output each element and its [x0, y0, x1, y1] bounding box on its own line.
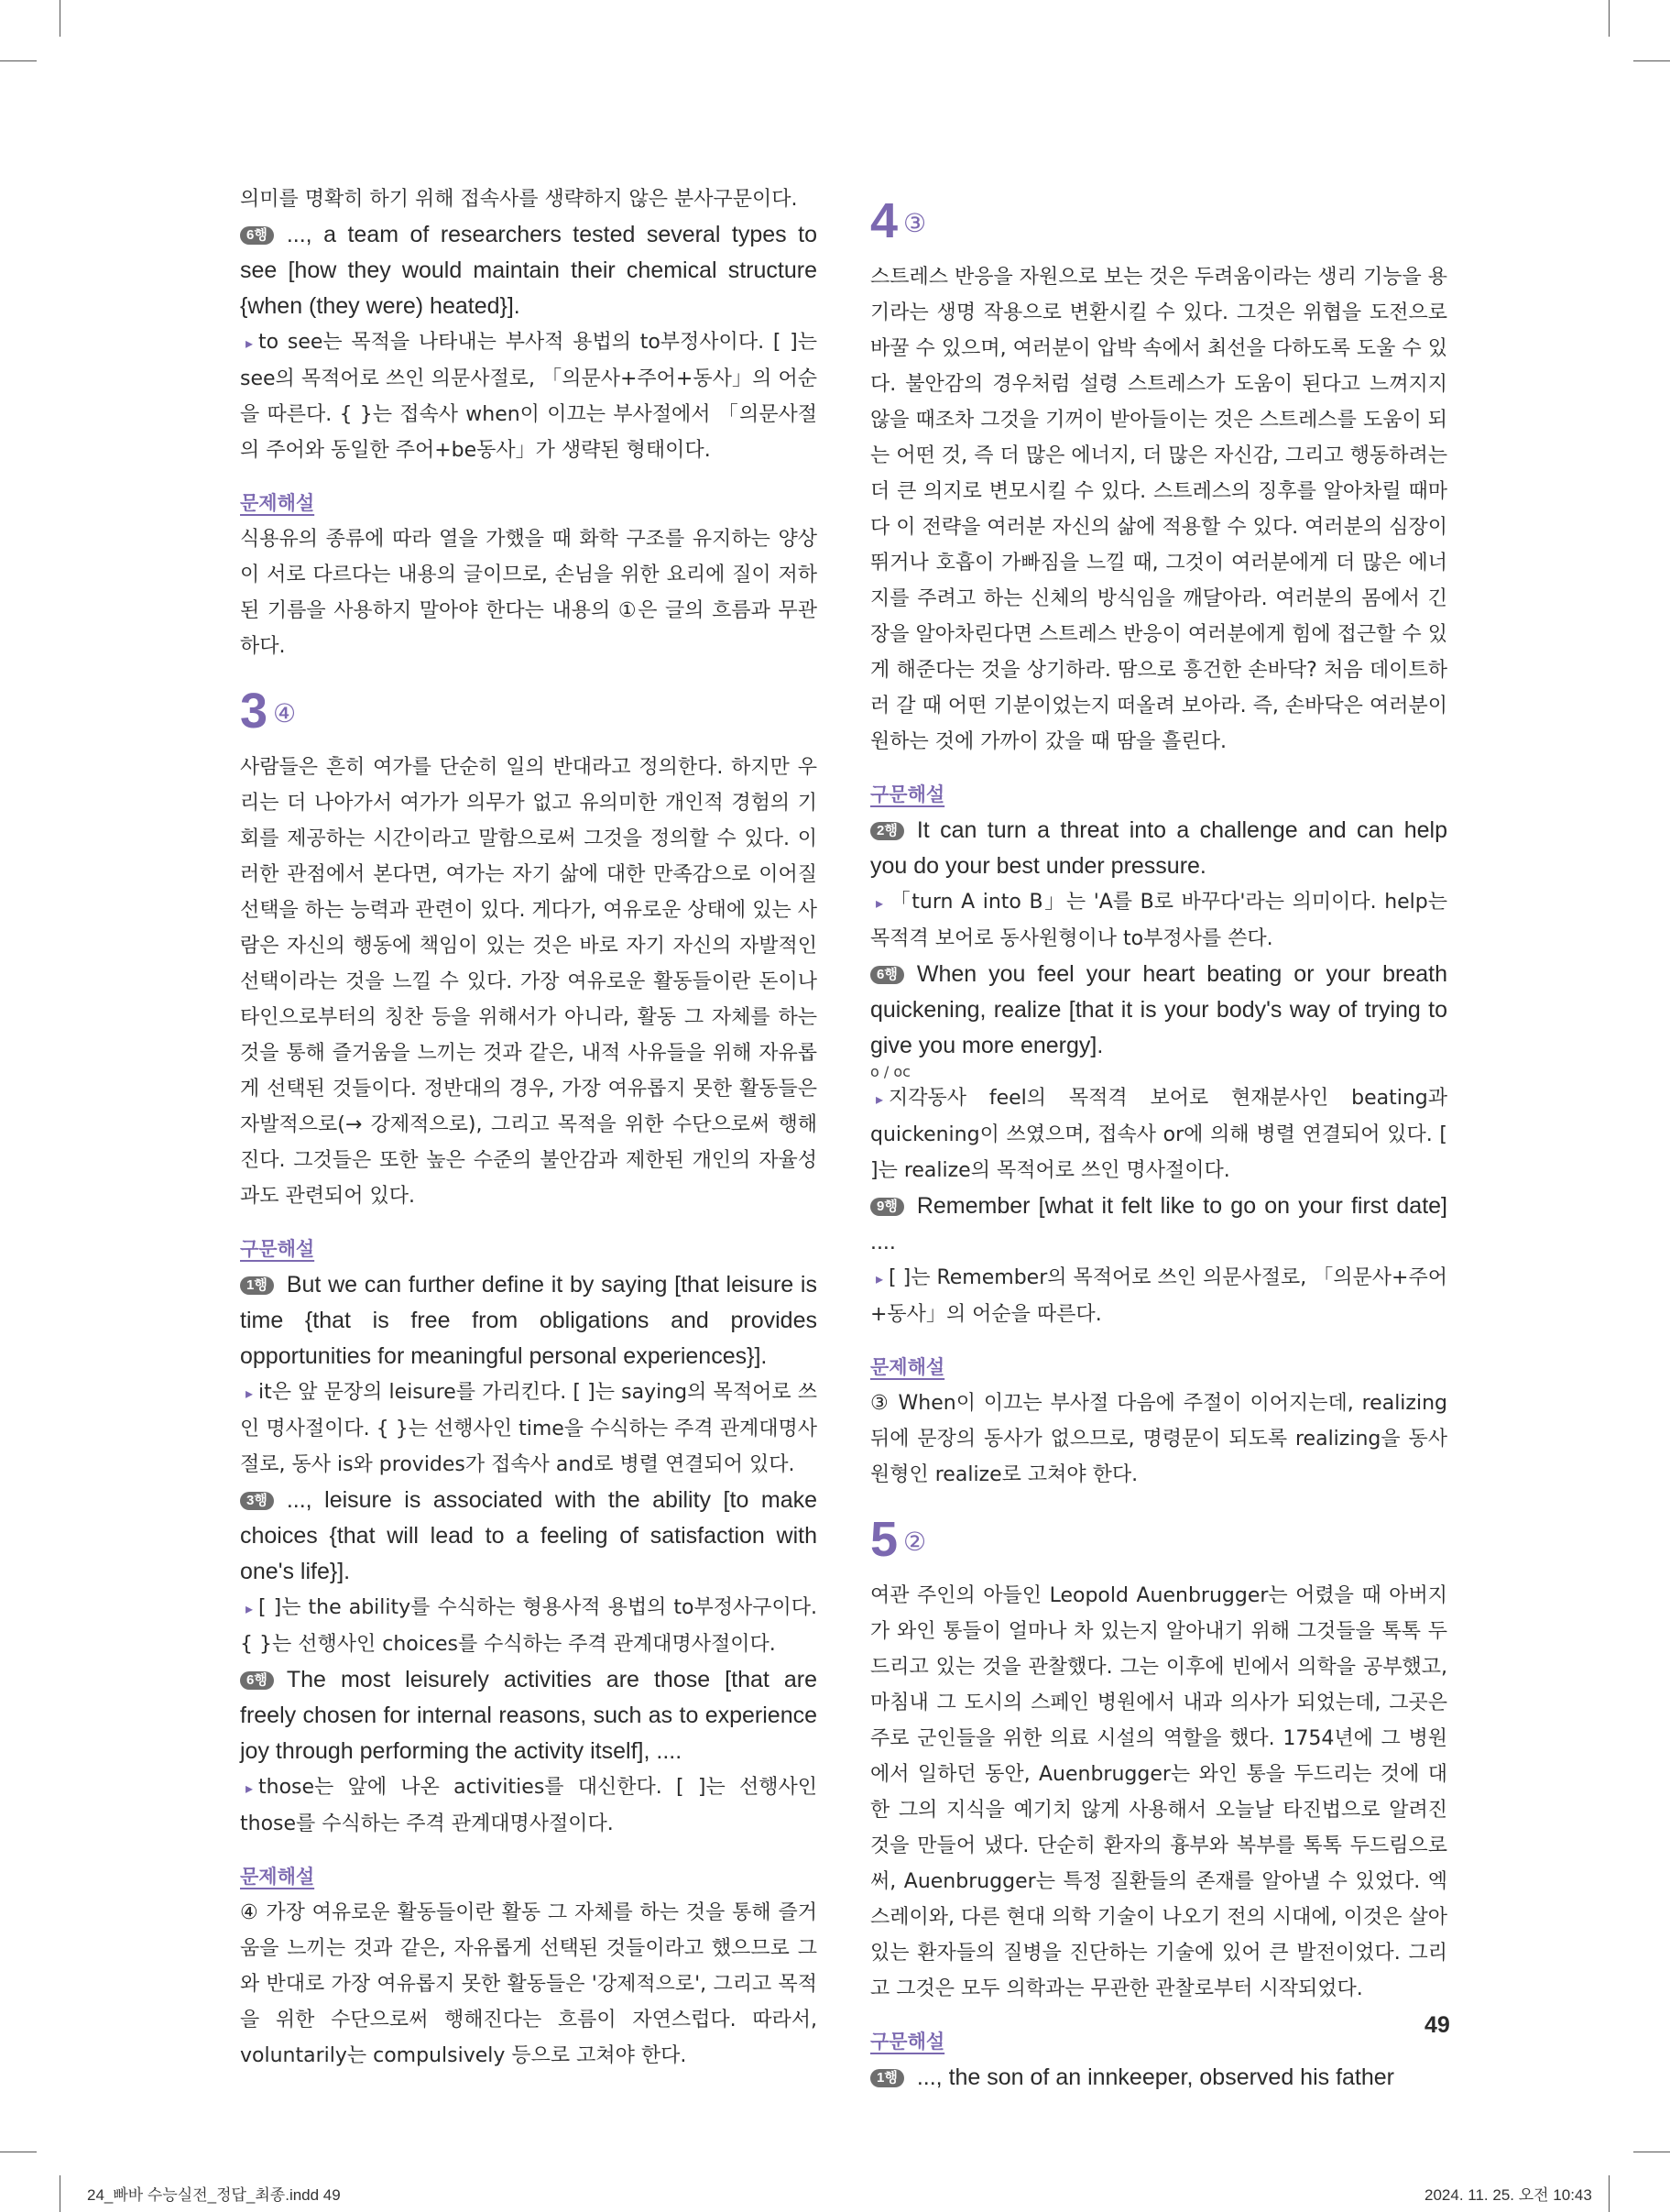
triangle-icon: ▸ [246, 1779, 254, 1797]
line-tag: 9행 [870, 1198, 904, 1216]
triangle-icon: ▸ [876, 1270, 884, 1287]
object-label: o [870, 1063, 879, 1080]
explanation: [ ]는 Remember의 목적어로 쓰인 의문사절로, 「의문사+주어+동사」의 어순을 따른다. [870, 1266, 1447, 1326]
example-sentence: When you feel your heart beating or your breath quickening, realize [that it is your body's way of trying to give you more energy]. [870, 961, 1447, 1058]
line-tag: 3행 [240, 1492, 274, 1510]
explanation: 「turn A into B」는 'A를 B로 바꾸다'라는 의미이다. help는 목적격 보어로 동사원형이나 to부정사를 쓴다. [870, 891, 1447, 950]
explanation: those는 앞에 나온 activities를 대신한다. [ ]는 선행사인 those를 수식하는 주격 관계대명사절이다. [240, 1776, 817, 1835]
crop-mark [1609, 0, 1610, 37]
syntax-item [870, 957, 1447, 1188]
syntax-item [240, 1267, 817, 1483]
section-heading: 문제해설 [240, 492, 315, 514]
syntax-item [870, 813, 1447, 957]
crop-mark [1633, 60, 1670, 61]
paragraph: ④ 가장 여유로운 활동들이란 활동 그 자체를 하는 것을 통해 즐거움을 느끼는 것과 같은, 자유롭게 선택된 것들이라고 했으므로 그와 반대로 가장 여유롭지 못한 활동들은 '강제적으로', 그리고 목적을 위한 수단으로써 행해진다는 흐름이 자연스럽다. 따라서, voluntarily는 compulsively 등으로 고쳐야 한다. [240, 1901, 817, 2067]
example-sentence: The most leisurely activities are those [that are freely chosen for internal reasons, such as to experience joy through performing the activity itself], .... [240, 1667, 817, 1764]
section-heading: 구문해설 [240, 1238, 315, 1260]
paragraph: 의미를 명확히 하기 위해 접속사를 생략하지 않은 분사구문이다. [240, 188, 798, 211]
syntax-item [240, 1662, 817, 1842]
complement-label: oc [893, 1063, 911, 1080]
syntax-item [870, 2060, 1447, 2096]
triangle-icon: ▸ [876, 1090, 884, 1108]
right-column [870, 181, 1447, 2096]
section-heading: 문제해설 [240, 1866, 315, 1888]
example-sentence: Remember [what it felt like to go on your first date] .... [870, 1193, 1447, 1254]
section-heading: 구문해설 [870, 2031, 945, 2053]
syntax-item [240, 217, 817, 468]
triangle-icon: ▸ [246, 334, 254, 352]
paragraph: 식용유의 종류에 따라 열을 가했을 때 화학 구조를 유지하는 양상이 서로 다르다는 내용의 글이므로, 손님을 위한 요리에 질이 저하된 기름을 사용하지 말아야 한다는 내용의 ①은 글의 흐름과 무관하다. [240, 528, 817, 658]
footer-filename: 24_빠바 수능실전_정답_최종.indd 49 [87, 2186, 341, 2204]
section-heading: 문제해설 [870, 1356, 945, 1378]
left-column [240, 181, 817, 2074]
explanation: [ ]는 the ability를 수식하는 형용사적 용법의 to부정사구이다. { }는 선행사인 choices를 수식하는 주격 관계대명사절이다. [240, 1596, 817, 1656]
explanation: to see는 목적을 나타내는 부사적 용법의 to부정사이다. [ ]는 see의 목적어로 쓰인 의문사절로, 「의문사+주어+동사」의 어순을 따른다. { }는 접속사 when이 이끄는 부사절에서 「의문사절의 주어와 동일한 주어+be동사」가 생략된 형태이다. [240, 331, 817, 462]
explanation: it은 앞 문장의 leisure를 가리킨다. [ ]는 saying의 목적어로 쓰인 명사절이다. { }는 선행사인 time을 수식하는 주격 관계대명사절로, 동사 is와 provides가 접속사 and로 병렬 연결되어 있다. [240, 1381, 817, 1476]
translation: 스트레스 반응을 자원으로 보는 것은 두려움이라는 생리 기능을 용기라는 생명 작용으로 변환시킬 수 있다. 그것은 위협을 도전으로 바꿀 수 있으며, 여러분이 압박 속에서 최선을 다하도록 도울 수 있다. 불안감의 경우처럼 설령 스트레스가 도움이 된다고 느껴지지 않을 때조차 그것을 기꺼이 받아들이는 것은 스트레스를 도움이 되는 어떤 것, 즉 더 많은 에너지, 더 많은 자신감, 그리고 행동하려는 더 큰 의지로 변모시킬 수 있다. 스트레스의 징후를 알아차릴 때마다 이 전략을 여러분 자신의 삶에 적용할 수 있다. 여러분의 심장이 뛰거나 호흡이 가빠짐을 느낄 때, 그것이 여러분에게 더 많은 에너지를 주려고 하는 신체의 방식임을 깨달아라. 여러분의 몸에서 긴장을 알아차린다면 스트레스 반응이 여러분에게 힘에 접근할 수 있게 해준다는 것을 상기하라. 땀으로 흥건한 손바닥? 처음 데이트하러 갈 때 어떤 기분이었는지 떠올려 보아라. 즉, 손바닥은 여러분이 원하는 것에 가까이 갔을 때 땀을 흘린다. [870, 266, 1447, 753]
triangle-icon: ▸ [246, 1600, 254, 1617]
line-tag: 1행 [870, 2069, 904, 2087]
answer-mark: ④ [273, 699, 297, 728]
example-sentence: ..., a team of researchers tested several types to see [how they would maintain their chemical structure {when (they were) heated}]. [240, 222, 817, 319]
page-number: 49 [1424, 2012, 1450, 2038]
line-tag: 6행 [240, 1671, 274, 1690]
triangle-icon: ▸ [876, 894, 884, 912]
paragraph: ③ When이 이끄는 부사절 다음에 주절이 이어지는데, realizing 뒤에 문장의 동사가 없으므로, 명령문이 되도록 realizing을 동사원형인 realize로 고쳐야 한다. [870, 1392, 1447, 1486]
question-number: 5 ② [870, 1512, 927, 1567]
example-sentence: ..., leisure is associated with the ability [to make choices {that will lead to a feeling of satisfaction with one's life}]. [240, 1487, 817, 1584]
line-tag: 1행 [240, 1276, 274, 1295]
question-number: 4 ③ [870, 193, 927, 248]
syntax-item [870, 1188, 1447, 1332]
line-tag: 2행 [870, 822, 904, 840]
translation: 사람들은 흔히 여가를 단순히 일의 반대라고 정의한다. 하지만 우리는 더 나아가서 여가가 의무가 없고 유의미한 개인적 경험의 기회를 제공하는 시간이라고 말함으로써 그것을 정의할 수 있다. 이러한 관점에서 본다면, 여가는 자기 삶에 대한 만족감으로 이어질 선택을 하는 능력과 관련이 있다. 게다가, 여유로운 상태에 있는 사람은 자신의 행동에 책임이 있는 것은 바로 자기 자신의 자발적인 선택이라는 것을 느낄 수 있다. 가장 여유로운 활동들이란 돈이나 타인으로부터의 칭찬 등을 위해서가 아니라, 활동 그 자체를 하는 것을 통해 즐거움을 느끼는 것과 같은, 내적 사유들을 위해 자유롭게 선택된 것들이다. 정반대의 경우, 가장 여유롭지 못한 활동들은 자발적으로(→ 강제적으로), 그리고 목적을 위한 수단으로써 행해진다. 그것들은 또한 높은 수준의 불안감과 제한된 개인의 자율성과도 관련되어 있다. [240, 756, 817, 1208]
line-tag: 6행 [870, 966, 904, 984]
grammar-labels: o / oc [870, 1063, 911, 1080]
question-number: 3 ④ [240, 684, 297, 739]
triangle-icon: ▸ [246, 1385, 254, 1402]
syntax-item [240, 1483, 817, 1662]
footer-timestamp: 2024. 11. 25. 오전 10:43 [1424, 2186, 1592, 2204]
example-sentence: But we can further define it by saying [that leisure is time {that is free from obligations and provides opportunities for meaningful personal experiences}]. [240, 1272, 817, 1369]
explanation: 지각동사 feel의 목적격 보어로 현재분사인 beating과 quickening이 쓰였으며, 접속사 or에 의해 병렬 연결되어 있다. [ ]는 realize의 목적어로 쓰인 명사절이다. [870, 1087, 1447, 1182]
line-tag: 6행 [240, 226, 274, 245]
example-sentence: ..., the son of an innkeeper, observed his father [916, 2064, 1395, 2090]
crop-mark [1609, 2175, 1610, 2212]
crop-mark [0, 60, 37, 61]
section-heading: 구문해설 [870, 783, 945, 805]
example-sentence: It can turn a threat into a challenge and can help you do your best under pressure. [870, 817, 1447, 879]
translation: 여관 주인의 아들인 Leopold Auenbrugger는 어렸을 때 아버지가 와인 통들이 얼마나 차 있는지 알아내기 위해 그것들을 톡톡 두드리고 있는 것을 관찰했다. 그는 이후에 빈에서 의학을 공부했고, 마침내 그 도시의 스페인 병원에서 내과 의사가 되었는데, 그곳은 주로 군인들을 위한 의료 시설의 역할을 했다. 1754년에 그 병원에서 일하던 동안, Auenbrugger는 와인 통을 두드리는 것에 대한 그의 지식을 예기치 않게 사용해서 오늘날 타진법으로 알려진 것을 만들어 냈다. 단순히 환자의 흉부와 복부를 톡톡 두드림으로써, Auenbrugger는 특정 질환들의 존재를 알아낼 수 있었다. 엑스레이와, 다른 현대 의학 기술이 나오기 전의 시대에, 이것은 살아 있는 환자들의 질병을 진단하는 기술에 있어 큰 발전이었다. 그리고 그것은 모두 의학과는 무관한 관찰로부터 시작되었다. [870, 1584, 1447, 2000]
answer-mark: ③ [903, 209, 927, 237]
answer-mark: ② [903, 1528, 927, 1556]
